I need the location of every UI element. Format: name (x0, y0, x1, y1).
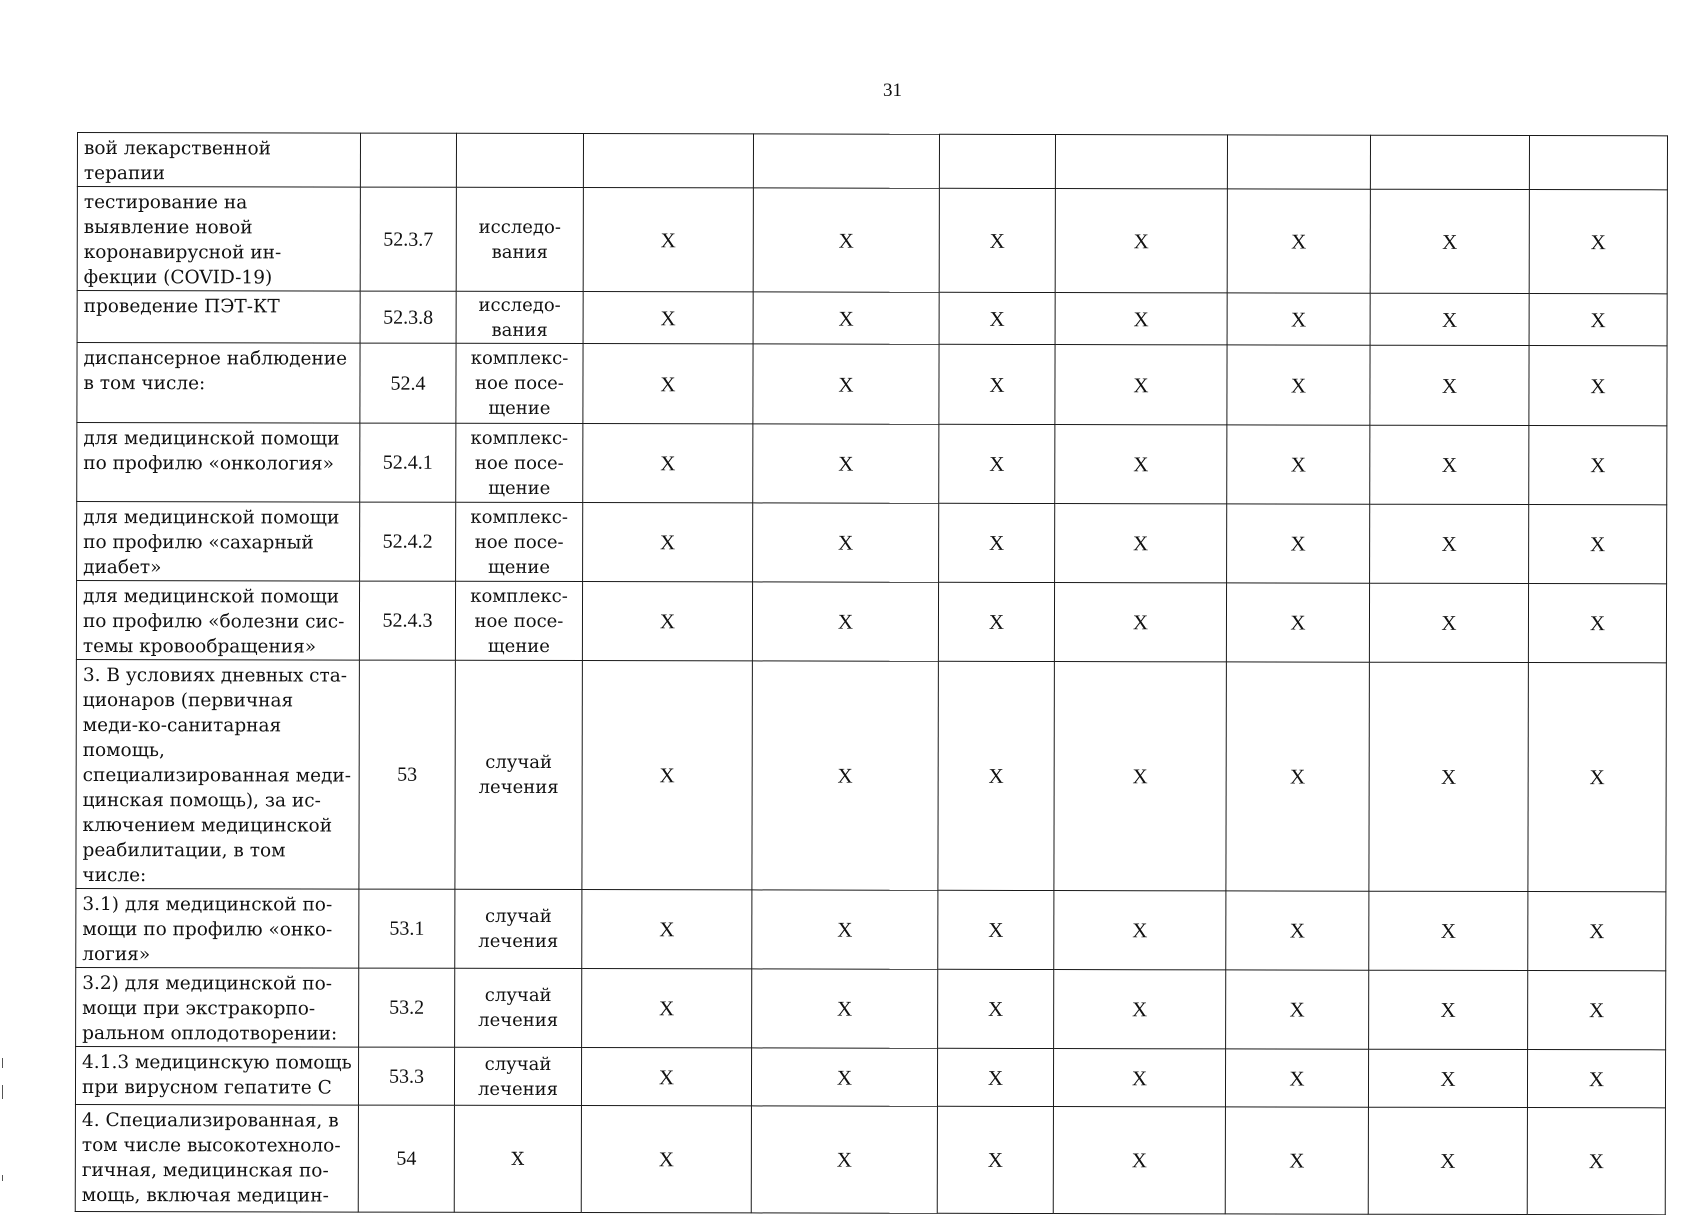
value-cell: Х (1227, 504, 1370, 583)
value-cell: Х (1227, 189, 1370, 293)
value-cell: Х (1055, 293, 1227, 345)
value-cell (753, 134, 939, 188)
row-name: для медицинской помощи по профилю «онкология» (77, 423, 360, 503)
table-row (75, 1046, 1665, 1107)
value-cell: Х (1527, 1050, 1665, 1108)
row-unit: случай лечения (454, 1047, 581, 1105)
row-unit: Х (454, 1105, 581, 1212)
value-cell: Х (1368, 1049, 1527, 1107)
value-cell: Х (1368, 1107, 1527, 1214)
row-code: 53.3 (358, 1047, 454, 1105)
value-cell: Х (583, 424, 753, 503)
value-cell: Х (753, 503, 939, 582)
table-row (75, 1104, 1665, 1214)
value-cell: Х (1055, 345, 1227, 425)
value-cell: Х (1370, 293, 1529, 345)
value-cell: Х (582, 969, 752, 1048)
value-cell: Х (1225, 1107, 1368, 1214)
table-row (77, 343, 1667, 426)
table-row (76, 967, 1666, 1049)
table-row (76, 581, 1666, 663)
row-name: для медицинской помощи по профилю «сахарный диабет» (77, 502, 360, 582)
value-cell: Х (1369, 662, 1528, 891)
row-unit: комплекс-ное посе-щение (456, 423, 583, 502)
row-unit (456, 133, 583, 187)
row-code (360, 133, 456, 187)
value-cell: Х (1055, 189, 1227, 293)
value-cell (1529, 136, 1667, 190)
table-row (76, 659, 1666, 891)
row-code: 52.4.2 (360, 502, 456, 581)
value-cell: Х (1370, 345, 1529, 425)
value-cell: Х (938, 969, 1054, 1048)
value-cell: Х (939, 503, 1055, 582)
value-cell: Х (939, 424, 1055, 503)
value-cell: Х (1528, 663, 1666, 892)
row-unit: комплекс-ное посе-щение (456, 502, 583, 581)
value-cell: Х (937, 1048, 1053, 1106)
value-cell: Х (939, 344, 1055, 424)
value-cell: Х (1227, 345, 1370, 425)
row-name: 3.1) для медицинской по-мощи по профилю «онко-логия» (76, 888, 359, 968)
value-cell: Х (1529, 426, 1667, 505)
value-cell: Х (1053, 1049, 1225, 1107)
value-cell: Х (583, 188, 753, 292)
row-code: 52.3.7 (360, 187, 456, 291)
row-unit: исследо-вания (456, 291, 583, 343)
row-name: проведение ПЭТ-КТ (77, 291, 360, 344)
value-cell: Х (1226, 891, 1369, 970)
value-cell: Х (1055, 425, 1227, 504)
value-cell: Х (1369, 583, 1528, 662)
page-number: 31 (883, 80, 902, 101)
row-name: 3. В условиях дневных ста-ционаров (первичная меди-ко-санитарная помощь, специализированная меди-цинская помощь), за ис-ключением медицинской реабилитации, в том числе: (76, 659, 359, 889)
value-cell: Х (1227, 425, 1370, 504)
value-cell: Х (751, 1106, 937, 1213)
value-cell (1370, 135, 1529, 189)
row-code: 52.3.8 (360, 291, 456, 343)
value-cell: Х (582, 890, 752, 969)
value-cell: Х (1528, 971, 1666, 1050)
value-cell: Х (1529, 505, 1667, 584)
value-cell: Х (1054, 662, 1226, 891)
row-name: 3.2) для медицинской по-мощи при экстракорпо-ральном оплодотворении: (76, 967, 359, 1047)
value-cell: Х (1054, 970, 1226, 1049)
value-cell: Х (1370, 504, 1529, 583)
value-cell (939, 134, 1055, 188)
row-name: вой лекарственной терапии (77, 133, 360, 188)
value-cell (583, 134, 753, 188)
value-cell: Х (1227, 293, 1370, 345)
value-cell: Х (752, 582, 938, 661)
row-unit: случай лечения (455, 968, 582, 1047)
value-cell (1227, 135, 1370, 189)
row-code: 52.4.3 (359, 581, 455, 660)
data-table (75, 132, 1668, 1215)
value-cell: Х (1055, 504, 1227, 583)
value-cell: Х (1529, 346, 1667, 426)
row-code: 52.4 (360, 343, 456, 423)
value-cell: Х (938, 890, 1054, 969)
table-row (77, 502, 1667, 584)
value-cell: Х (581, 1048, 751, 1106)
row-unit: случай лечения (455, 660, 582, 889)
value-cell: Х (753, 344, 939, 424)
value-cell: Х (939, 188, 1055, 292)
table-row (77, 187, 1667, 294)
row-code: 52.4.1 (360, 423, 456, 502)
margin-mark (2, 1175, 3, 1181)
value-cell: Х (753, 188, 939, 292)
value-cell: Х (752, 969, 938, 1048)
value-cell: Х (752, 661, 938, 890)
row-unit: исследо-вания (456, 187, 583, 291)
row-name: диспансерное наблюдение в том числе: (77, 343, 360, 424)
value-cell: Х (1226, 970, 1369, 1049)
value-cell: Х (751, 1048, 937, 1106)
value-cell: Х (1528, 584, 1666, 663)
row-code: 53.2 (359, 968, 455, 1047)
value-cell: Х (1529, 190, 1667, 294)
row-name: для медицинской помощи по профилю «болезни сис-темы кровообращения» (76, 581, 359, 661)
row-name: 4. Специализированная, в том числе высокотехноло-гичная, медицинская по-мощь, включая медицин- (75, 1104, 358, 1212)
value-cell: Х (753, 292, 939, 344)
margin-mark (2, 1085, 3, 1099)
row-unit: комплекс-ное посе-щение (456, 343, 583, 423)
margin-mark (2, 1058, 3, 1068)
value-cell: Х (1529, 294, 1667, 346)
value-cell: Х (583, 292, 753, 344)
value-cell: Х (753, 424, 939, 503)
value-cell: Х (1370, 425, 1529, 504)
value-cell: Х (939, 292, 1055, 344)
value-cell: Х (752, 890, 938, 969)
row-name: тестирование на выявление новой коронавирусной ин-фекции (COVID-19) (77, 187, 360, 292)
value-cell: Х (937, 1106, 1053, 1213)
row-name: 4.1.3 медицинскую помощь при вирусном гепатите С (75, 1046, 358, 1105)
value-cell: Х (1225, 1049, 1368, 1107)
table-row (77, 423, 1667, 505)
row-code: 53 (359, 660, 455, 889)
value-cell: Х (1053, 1107, 1225, 1214)
value-cell: Х (583, 503, 753, 582)
value-cell: Х (1226, 583, 1369, 662)
value-cell (1055, 135, 1227, 189)
value-cell: Х (582, 661, 752, 890)
value-cell: Х (1369, 970, 1528, 1049)
row-unit: случай лечения (455, 889, 582, 968)
value-cell: Х (582, 582, 752, 661)
value-cell: Х (1370, 189, 1529, 293)
value-cell: Х (1226, 662, 1369, 891)
value-cell: Х (1369, 891, 1528, 970)
table-row (76, 888, 1666, 970)
value-cell: Х (1527, 1108, 1665, 1215)
value-cell: Х (1054, 891, 1226, 970)
table-row (77, 133, 1667, 190)
value-cell: Х (938, 661, 1054, 890)
value-cell: Х (581, 1106, 751, 1213)
value-cell: Х (1054, 583, 1226, 662)
value-cell: Х (583, 344, 753, 424)
row-unit: комплекс-ное посе-щение (455, 581, 582, 660)
table-row (77, 291, 1667, 346)
row-code: 53.1 (359, 889, 455, 968)
value-cell: Х (938, 582, 1054, 661)
value-cell: Х (1528, 892, 1666, 971)
row-code: 54 (358, 1105, 454, 1212)
